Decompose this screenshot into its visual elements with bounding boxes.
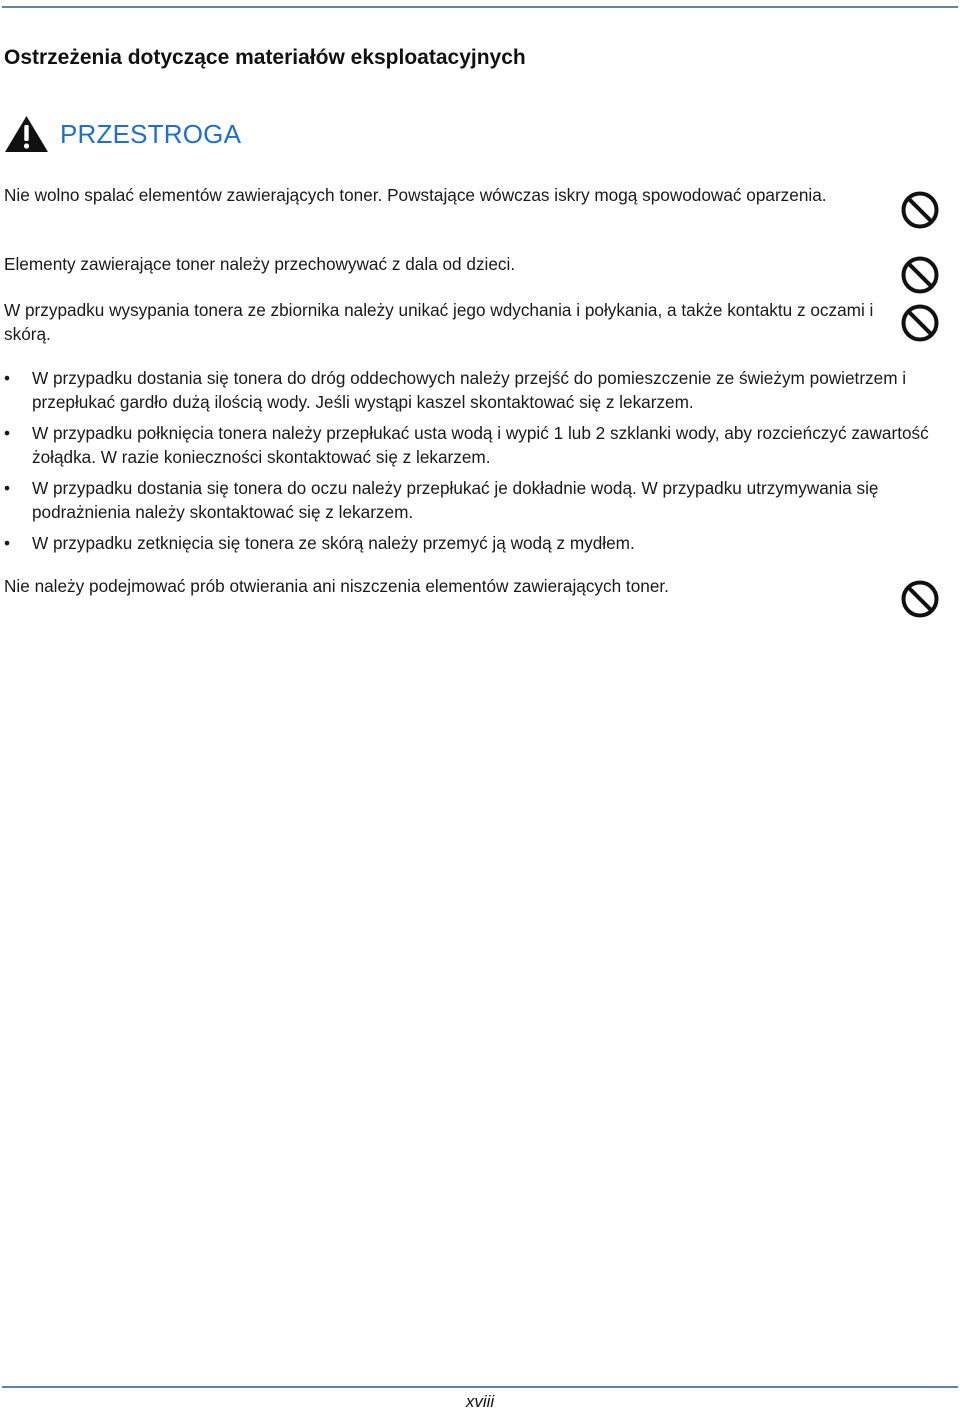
list-item xyxy=(4,531,956,555)
bullet-text: W przypadku zetknięcia się tonera ze skórą należy przemyć ją wodą z mydłem. xyxy=(32,533,635,553)
warning-triangle-icon xyxy=(4,115,49,153)
bullet-marker: • xyxy=(4,423,11,443)
bullet-marker: • xyxy=(4,368,11,388)
page-title: Ostrzeżenia dotyczące materiałów eksploatacyjnych xyxy=(4,46,526,69)
bullet-text: W przypadku połknięcia tonera należy przepłukać usta wodą i wypić 1 lub 2 szklanki wody, aby rozcieńczyć zawartość żołądka. W razie konieczności skontaktować się z lekarzem. xyxy=(32,423,929,467)
list-item xyxy=(4,421,956,469)
page-number: xviii xyxy=(465,1392,495,1411)
paragraph-spill-warning: W przypadku wysypania tonera ze zbiornika należy unikać jego wdychania i połykania, a także kontaktu z oczami i skórą. xyxy=(4,300,874,344)
caution-label: PRZESTROGA xyxy=(60,118,242,149)
paragraph-keep-from-children: Elementy zawierające toner należy przechowywać z dala od dzieci. xyxy=(4,254,516,274)
bullet-marker: • xyxy=(4,533,11,553)
bullet-text: W przypadku dostania się tonera do oczu należy przepłukać je dokładnie wodą. W przypadku utrzymywania się podrażnienia należy skontaktować się z lekarzem. xyxy=(32,478,879,522)
prohibition-icon xyxy=(901,256,939,294)
paragraph-do-not-open: Nie należy podejmować prób otwierania ani niszczenia elementów zawierających toner. xyxy=(4,576,669,596)
prohibition-icon xyxy=(901,191,939,229)
caution-heading xyxy=(4,114,241,154)
list-item xyxy=(4,476,956,524)
bullet-marker: • xyxy=(4,478,11,498)
header-rule xyxy=(2,6,958,8)
footer-rule xyxy=(2,1386,958,1388)
first-aid-list xyxy=(4,366,956,562)
list-item xyxy=(4,366,956,414)
paragraph-no-burning: Nie wolno spalać elementów zawierających toner. Powstające wówczas iskry mogą spowodować oparzenia. xyxy=(4,185,827,205)
prohibition-icon xyxy=(901,580,939,618)
prohibition-icon xyxy=(901,304,939,342)
bullet-text: W przypadku dostania się tonera do dróg oddechowych należy przejść do pomieszczenie ze świeżym powietrzem i przepłukać gardło dużą ilością wody. Jeśli wystąpi kaszel skontaktować się z lekarzem. xyxy=(32,368,907,412)
